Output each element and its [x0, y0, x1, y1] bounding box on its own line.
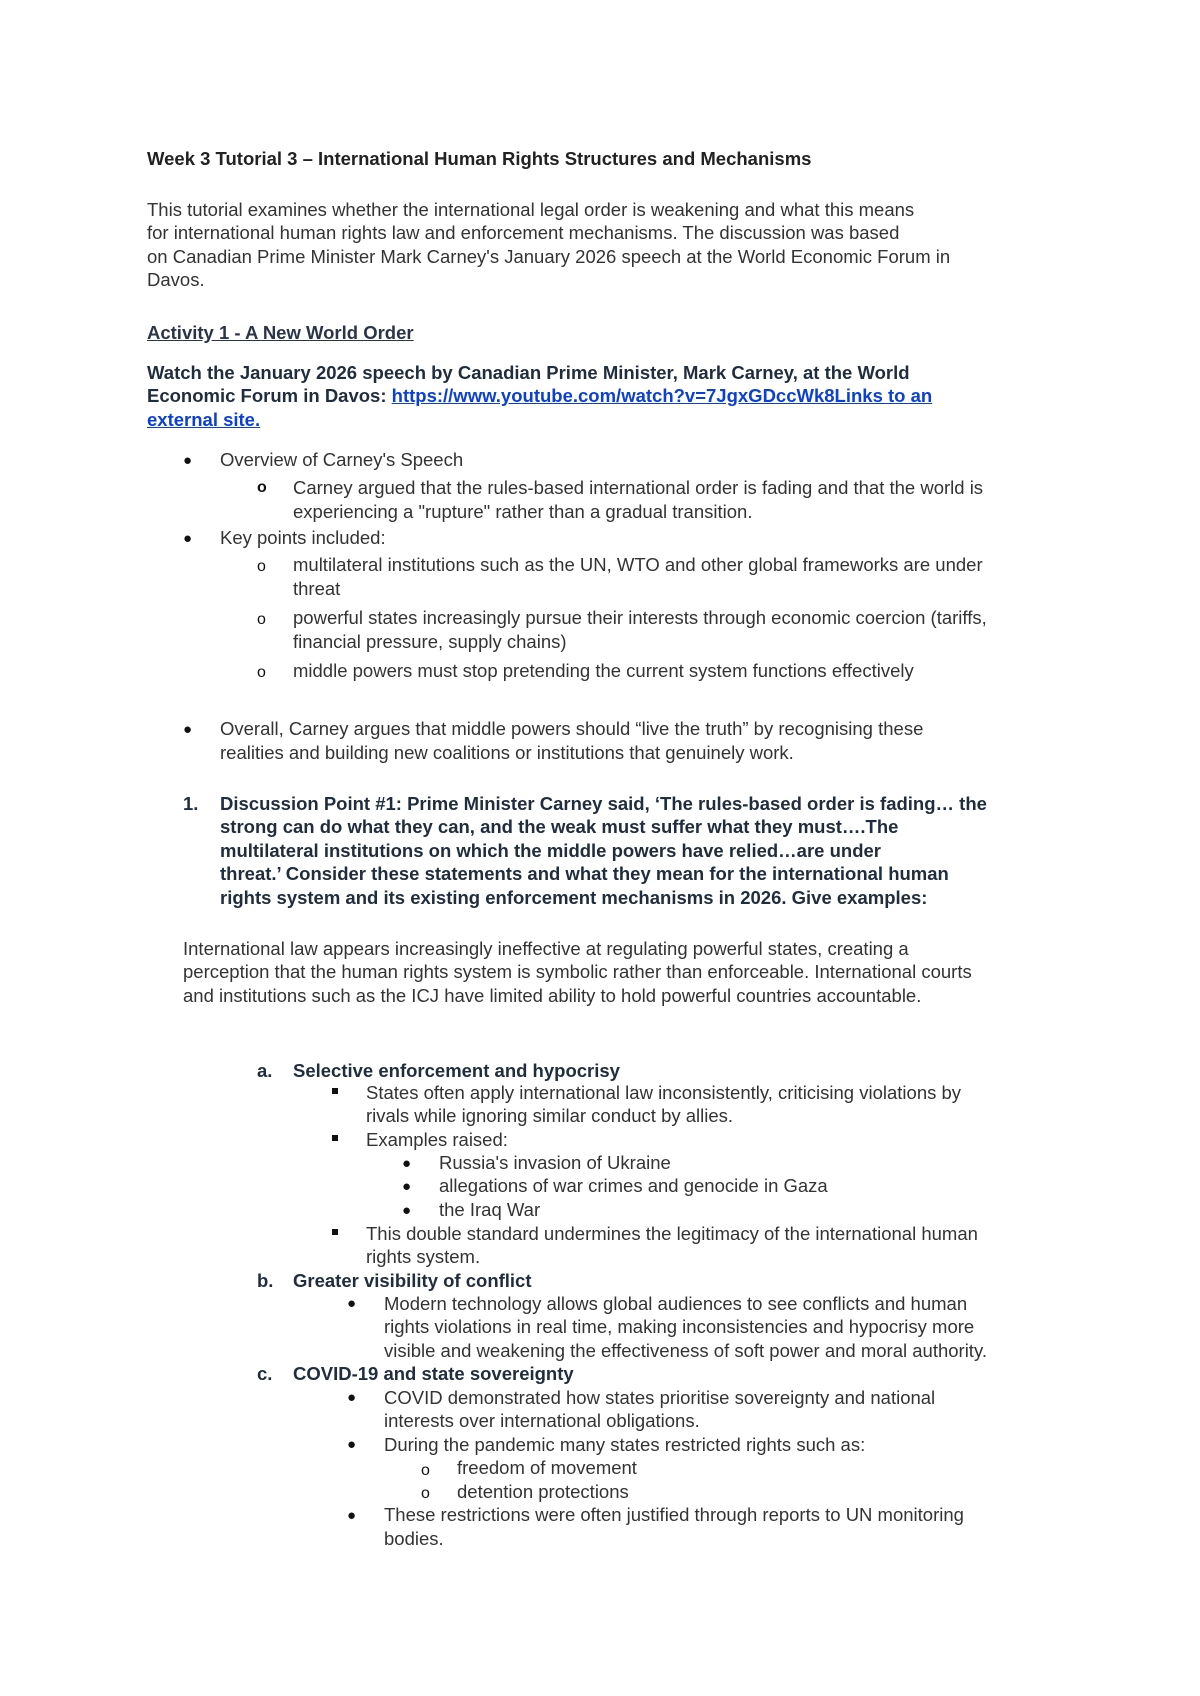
section-b-text: Modern technology allows global audiences to see conflicts and human [384, 1293, 968, 1314]
bullet-icon: ● [402, 1202, 412, 1219]
bullet-icon: ● [183, 452, 193, 469]
bullet-icon: ● [347, 1295, 357, 1312]
example-item: allegations of war crimes and genocide in Gaza [439, 1175, 828, 1196]
bullet-icon: ● [347, 1389, 357, 1406]
section-letter: c. [257, 1363, 273, 1384]
overall-line: Overall, Carney argues that middle powers should “live the truth” by recognising these [220, 718, 924, 739]
youtube-link-continued[interactable]: external site. [147, 409, 261, 430]
discussion-line: multilateral institutions on which the middle powers have relied…are under [220, 840, 881, 861]
intro-line: for international human rights law and enforcement mechanisms. The discussion was based [147, 222, 900, 243]
right-item: freedom of movement [457, 1457, 637, 1478]
bullet-icon: ● [183, 530, 193, 547]
keypoint-item: middle powers must stop pretending the current system functions effectively [293, 660, 914, 681]
circle-bullet-icon: o [257, 611, 266, 628]
section-c-text: interests over international obligations. [384, 1410, 700, 1431]
bullet-icon: ● [347, 1436, 357, 1453]
circle-bullet-icon: o [421, 1462, 430, 1479]
section-a-text: rivals while ignoring similar conduct by allies. [366, 1105, 734, 1126]
example-item: the Iraq War [439, 1199, 541, 1220]
discussion-line: threat.’ Consider these statements and what they mean for the international human [220, 863, 949, 884]
square-bullet-icon [332, 1135, 338, 1141]
keypoint-item: multilateral institutions such as the UN, WTO and other global frameworks are under [293, 554, 983, 575]
circle-bullet-icon: o [257, 479, 267, 496]
answer-line: International law appears increasingly ineffective at regulating powerful states, creating a [183, 938, 909, 959]
overview-point-cont: experiencing a "rupture" rather than a gradual transition. [293, 501, 753, 522]
discussion-line: rights system and its existing enforcement mechanisms in 2026. Give examples: [220, 887, 928, 908]
square-bullet-icon [332, 1229, 338, 1235]
section-a-text: rights system. [366, 1246, 481, 1267]
overview-label: Overview of Carney's Speech [220, 449, 464, 470]
circle-bullet-icon: o [421, 1485, 430, 1502]
circle-bullet-icon: o [257, 558, 266, 575]
section-heading: Selective enforcement and hypocrisy [293, 1060, 620, 1081]
section-letter: b. [257, 1270, 274, 1291]
square-bullet-icon [332, 1088, 338, 1094]
youtube-link-line2-wrap [147, 408, 260, 432]
right-item: detention protections [457, 1481, 629, 1502]
intro-line: on Canadian Prime Minister Mark Carney's January 2026 speech at the World Economic Forum in [147, 246, 951, 267]
intro-line: This tutorial examines whether the international legal order is weakening and what this means [147, 199, 915, 220]
watch-instruction-line2 [147, 384, 932, 408]
answer-line: and institutions such as the ICJ have limited ability to hold powerful countries accountable. [183, 985, 922, 1006]
bullet-icon: ● [347, 1507, 357, 1524]
section-letter: a. [257, 1060, 273, 1081]
example-item: Russia's invasion of Ukraine [439, 1152, 671, 1173]
circle-bullet-icon: o [257, 664, 266, 681]
activity-heading: Activity 1 - A New World Order [147, 322, 414, 343]
section-c-text: COVID demonstrated how states prioritise sovereignty and national [384, 1387, 936, 1408]
overall-line: realities and building new coalitions or institutions that genuinely work. [220, 742, 794, 763]
youtube-link[interactable]: https://www.youtube.com/watch?v=7JgxGDccWk8Links to an [391, 385, 933, 406]
section-c-text: bodies. [384, 1528, 444, 1549]
section-heading: Greater visibility of conflict [293, 1270, 532, 1291]
keypoint-item-cont: threat [293, 578, 341, 599]
section-heading: COVID-19 and state sovereignty [293, 1363, 574, 1384]
bullet-icon: ● [402, 1178, 412, 1195]
keypoints-label: Key points included: [220, 527, 386, 548]
keypoint-item-cont: financial pressure, supply chains) [293, 631, 567, 652]
page-title: Week 3 Tutorial 3 – International Human Rights Structures and Mechanisms [147, 148, 812, 169]
discussion-line: strong can do what they can, and the weak must suffer what they must….The [220, 816, 899, 837]
section-c-text: These restrictions were often justified through reports to UN monitoring [384, 1504, 964, 1525]
section-a-text: This double standard undermines the legitimacy of the international human [366, 1223, 978, 1244]
overview-point: Carney argued that the rules-based international order is fading and that the world is [293, 477, 984, 498]
intro-line: Davos. [147, 269, 205, 290]
discussion-number: 1. [183, 793, 199, 814]
answer-line: perception that the human rights system is symbolic rather than enforceable. International courts [183, 961, 972, 982]
section-b-text: rights violations in real time, making inconsistencies and hypocrisy more [384, 1316, 975, 1337]
bullet-icon: ● [402, 1155, 412, 1172]
watch-instruction-prefix: Economic Forum in Davos: [147, 385, 392, 406]
watch-instruction: Watch the January 2026 speech by Canadian Prime Minister, Mark Carney, at the World [147, 362, 910, 383]
examples-label: Examples raised: [366, 1129, 508, 1150]
keypoint-item: powerful states increasingly pursue their interests through economic coercion (tariffs, [293, 607, 987, 628]
section-c-text: During the pandemic many states restricted rights such as: [384, 1434, 866, 1455]
section-b-text: visible and weakening the effectiveness of soft power and moral authority. [384, 1340, 987, 1361]
discussion-line: Discussion Point #1: Prime Minister Carney said, ‘The rules-based order is fading… the [220, 793, 987, 814]
section-a-text: States often apply international law inconsistently, criticising violations by [366, 1082, 962, 1103]
bullet-icon: ● [183, 721, 193, 738]
